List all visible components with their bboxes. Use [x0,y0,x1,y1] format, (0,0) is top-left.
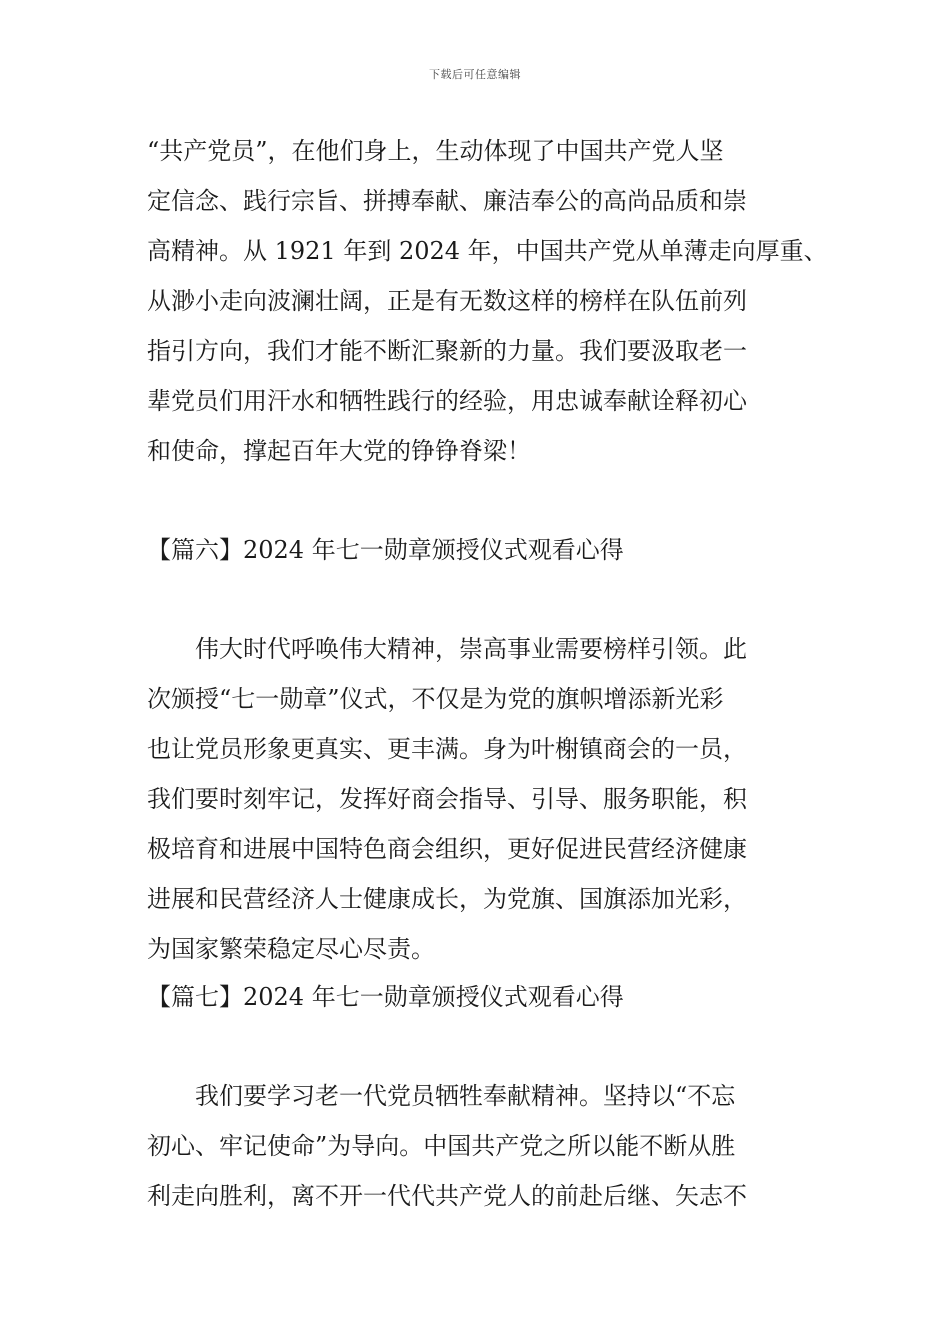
text-line: 高精神。从 1921 年到 2024 年，中国共产党从单薄走向厚重、 [147,237,828,265]
text-line: 也让党员形象更真实、更丰满。身为叶榭镇商会的一员， [147,735,747,763]
text-line: 进展和民营经济人士健康成长，为党旗、国旗添加光彩， [147,885,747,913]
text-line: 伟大时代呼唤伟大精神，崇高事业需要榜样引领。此 [147,635,747,663]
text-line: 次颁授“七一勋章”仪式，不仅是为党的旗帜增添新光彩 [147,685,724,713]
text-line: 初心、牢记使命”为导向。中国共产党之所以能不断从胜 [147,1132,736,1160]
text-line: 指引方向，我们才能不断汇聚新的力量。我们要汲取老一 [147,337,747,365]
text-line: 利走向胜利，离不开一代代共产党人的前赴后继、矢志不 [147,1182,747,1210]
text-line: 我们要学习老一代党员牺牲奉献精神。坚持以“不忘 [147,1082,736,1110]
text-line: 从渺小走向波澜壮阔，正是有无数这样的榜样在队伍前列 [147,287,747,315]
text-line: 辈党员们用汗水和牺牲践行的经验，用忠诚奉献诠释初心 [147,387,747,415]
text-line: “共产党员”，在他们身上，生动体现了中国共产党人坚 [147,137,724,165]
text-line: 为国家繁荣稳定尽心尽责。 [147,935,435,963]
text-line: 定信念、践行宗旨、拼搏奉献、廉洁奉公的高尚品质和崇 [147,187,747,215]
section-heading-6: 【篇六】2024 年七一勋章颁授仪式观看心得 [147,536,624,564]
text-line: 我们要时刻牢记，发挥好商会指导、引导、服务职能，积 [147,785,747,813]
text-line: 和使命，撑起百年大党的铮铮脊梁！ [147,437,531,465]
page-header: 下载后可任意编辑 [429,68,521,81]
text-line: 极培育和进展中国特色商会组织，更好促进民营经济健康 [147,835,747,863]
section-heading-7: 【篇七】2024 年七一勋章颁授仪式观看心得 [147,983,624,1011]
